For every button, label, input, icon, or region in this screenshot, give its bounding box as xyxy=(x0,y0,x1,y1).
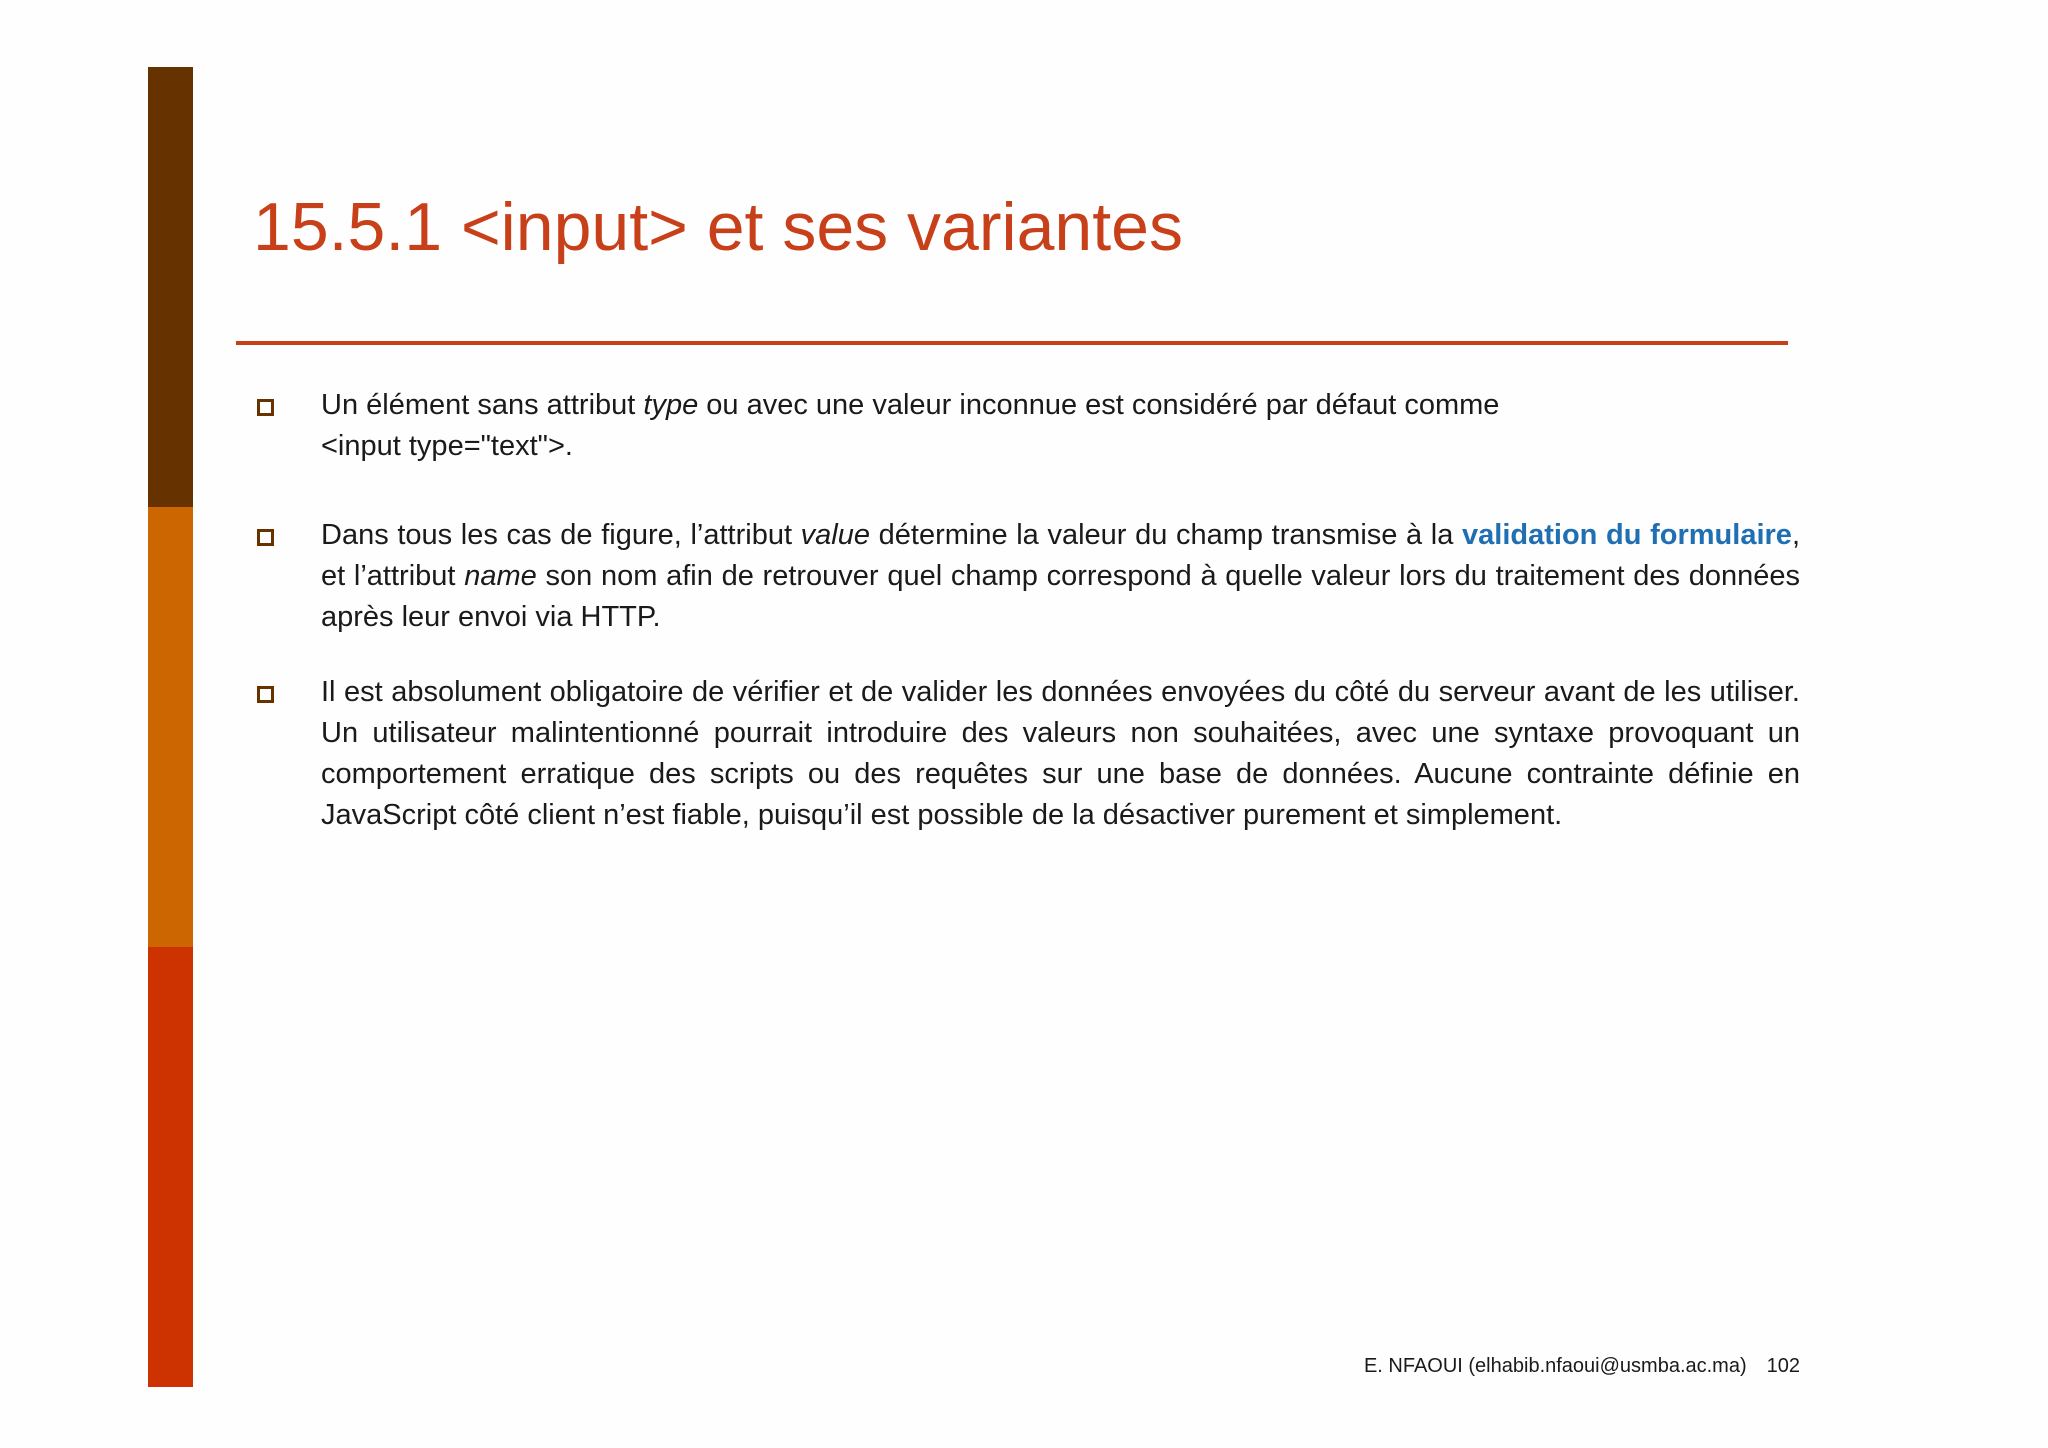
bullet-text xyxy=(321,515,1800,638)
text-run: , et l’attribut xyxy=(321,519,1800,592)
slide-footer xyxy=(1364,1355,1800,1378)
text-run: ou avec une valeur inconnue est considéré par défaut comme xyxy=(698,389,1500,421)
page-number: 102 xyxy=(1766,1355,1800,1377)
square-bullet-icon xyxy=(257,529,274,546)
side-bar-bottom-segment xyxy=(148,947,193,1387)
title-underline xyxy=(236,341,1788,345)
bullet-item xyxy=(253,385,1800,467)
slide-title: 15.5.1 <input> et ses variantes xyxy=(253,189,1183,265)
bullet-text: Il est absolument obligatoire de vérifier et de valider les données envoyées du côté du serveur avant de les utiliser. Un utilisateur malintentionné pourrait introduire des valeurs non souhaitées, avec une syntaxe provoquant un comportement erratique des scripts ou des requêtes sur une base de données. Aucune contrainte définie en JavaScript côté client n’est fiable, puisqu’il est possible de la désactiver purement et simplement. xyxy=(321,676,1800,831)
highlight-validation-du-formulaire: validation du formulaire xyxy=(1462,519,1792,551)
bullet-text xyxy=(321,385,1800,467)
square-bullet-icon xyxy=(257,399,274,416)
bullet-list xyxy=(253,385,1800,836)
bullet-item xyxy=(253,515,1800,638)
text-run: détermine la valeur du champ transmise à la xyxy=(869,519,1463,551)
footer-author: E. NFAOUI (elhabib.nfaoui@usmba.ac.ma) xyxy=(1363,1355,1747,1377)
emphasis-name: name xyxy=(464,560,537,592)
text-run: Dans tous les cas de figure, l’attribut xyxy=(321,519,801,551)
bullet-item xyxy=(253,672,1800,836)
emphasis-type: type xyxy=(643,389,699,421)
side-bar-middle-segment xyxy=(148,507,193,947)
text-run: son nom afin de retrouver quel champ correspond à quelle valeur lors du traitement des données après leur envoi via HTTP. xyxy=(321,560,1800,633)
bullet-line xyxy=(321,385,1800,426)
square-bullet-icon xyxy=(257,686,274,703)
bullet-line: <input type="text">. xyxy=(321,430,573,462)
emphasis-value: value xyxy=(800,519,870,551)
side-bar-top-segment xyxy=(148,67,193,507)
text-run: Un élément sans attribut xyxy=(321,389,644,421)
